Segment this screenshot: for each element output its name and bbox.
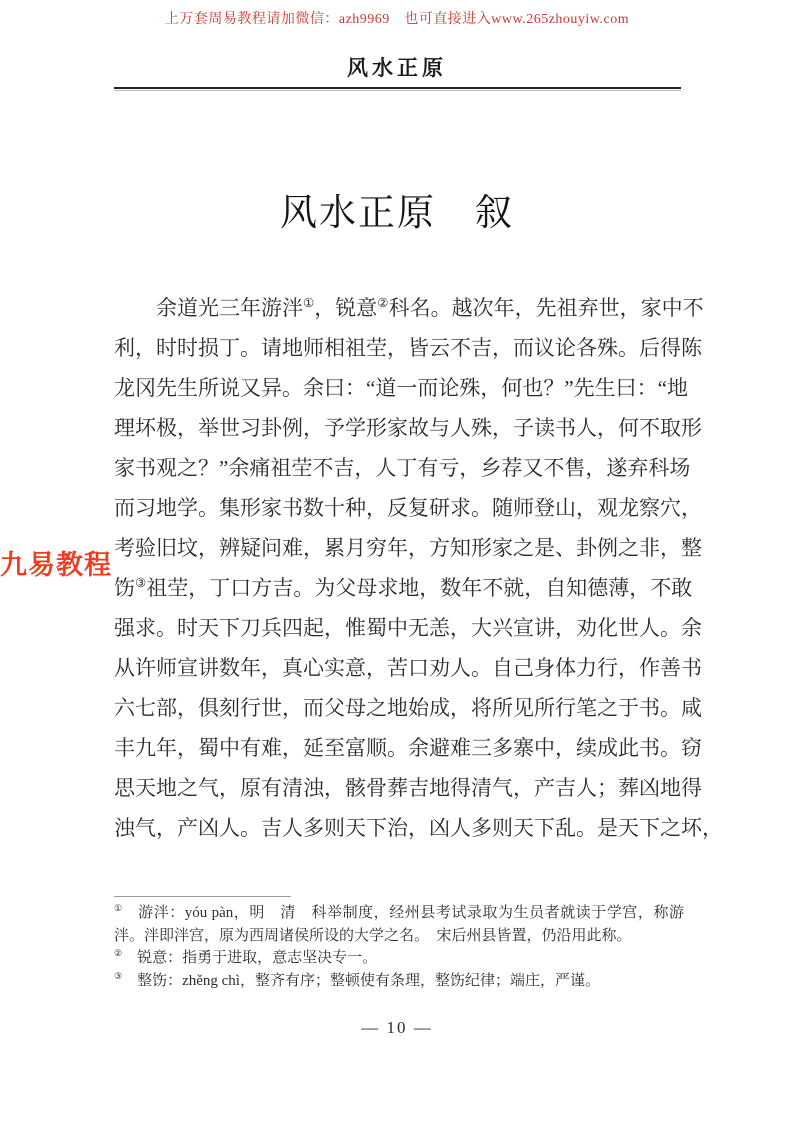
header-rule-divider [114, 87, 681, 91]
body-line: 思天地之气，原有清浊，骸骨葬吉地得清气，产吉人；葬凶地得 [114, 776, 702, 800]
body-line: 浊气，产凶人。吉人多则天下治，凶人多则天下乱。是天下之坏， [114, 816, 723, 840]
body-line: 余道光三年游泮①，锐意②科名。越次年，先祖弃世，家中不 [156, 296, 704, 320]
footnote-item: ③ 整饬：zhěng chì，整齐有序；整顿使有条理，整饬纪律；端庄，严谨。 [114, 970, 600, 989]
page-number: — 10 — [361, 1018, 433, 1037]
body-line: 丰九年，蜀中有难，延至富顺。余避难三多寨中，续成此书。窃 [114, 736, 702, 760]
watermark-text: 九易教程 [0, 550, 112, 580]
body-line: 从许师宣讲数年，真心实意，苦口劝人。自己身体力行，作善书 [114, 656, 702, 680]
body-line: 而习地学。集形家书数十种，反复研求。随师登山，观龙察穴， [114, 496, 702, 520]
footnote-item: ② 锐意：指勇于进取，意志坚决专一。 [114, 948, 378, 966]
body-line: 考验旧坟，辨疑问难，累月穷年，方知形家之是、卦例之非，整 [114, 536, 702, 560]
body-line: 龙冈先生所说又异。余曰：“道一而论殊，何也？”先生曰：“地 [114, 376, 688, 400]
footnote-item: ① 游泮：yóu pàn，明 清 科举制度，经州县考试录取为生员者就读于学宫，称游泮。泮即泮宫，原为西周诸侯所设的大学之名。 宋后州县皆置，仍沿用此称。 [114, 903, 684, 944]
body-line: 家书观之？”余痛祖茔不吉，人丁有亏，乡荐又不售，遂弃科场 [114, 456, 691, 480]
body-line: 强求。时天下刀兵四起，惟蜀中无恙，大兴宣讲，劝化世人。余 [114, 616, 702, 640]
body-line: 六七部，俱刻行世，而父母之地始成，将所见所行笔之于书。咸 [114, 696, 702, 720]
body-text [114, 288, 723, 848]
body-line: 利，时时损丁。请地师相祖茔，皆云不吉，而议论各殊。后得陈 [114, 336, 702, 360]
footnote-separator [114, 896, 291, 897]
body-line: 饬③祖茔，丁口方吉。为父母求地，数年不就，自知德薄，不敢 [114, 576, 693, 600]
footnotes-block [114, 902, 684, 992]
body-line: 理坏极，举世习卦例，予学形家故与人殊，子读书人，何不取形 [114, 416, 702, 440]
running-header-title: 风水正原 [347, 56, 447, 80]
page-title: 风水正原 叙 [280, 193, 514, 234]
promo-banner-text: 上万套周易教程请加微信：azh9969 也可直接进入www.265zhouyiw.com [164, 12, 630, 27]
